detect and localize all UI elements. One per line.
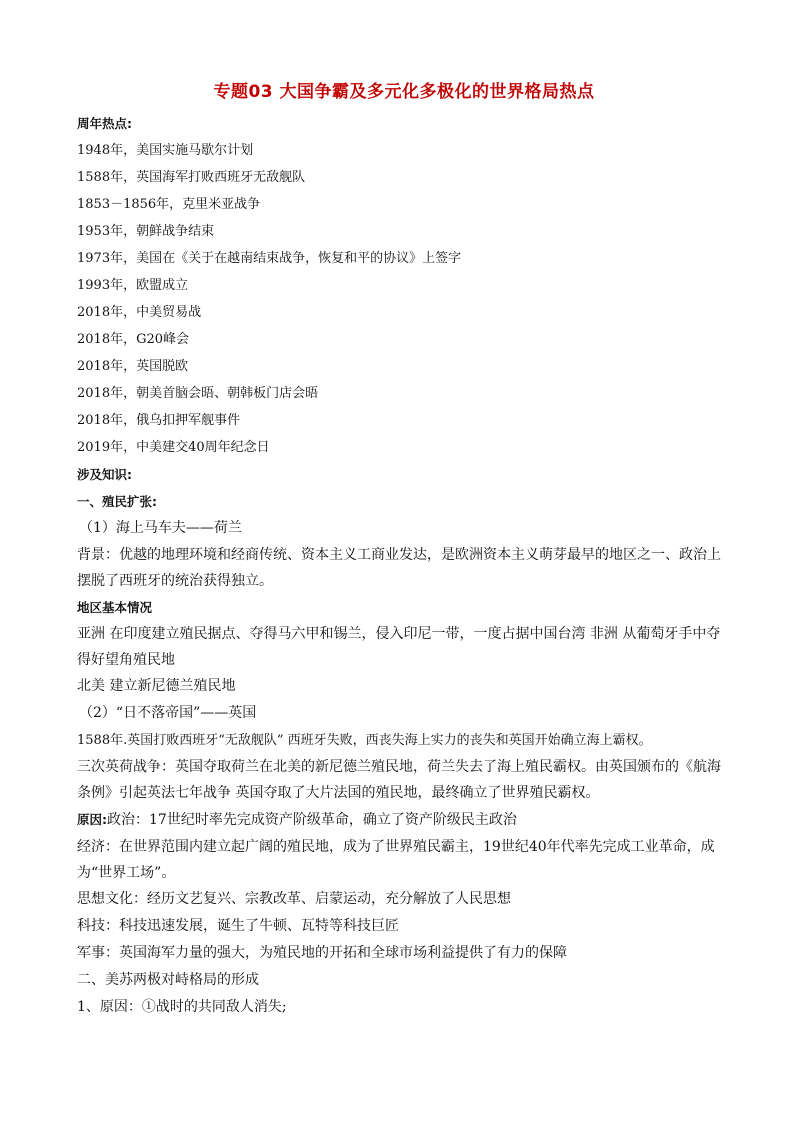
anniversary-item: 2018年，英国脱欧 [77, 359, 189, 374]
knowledge-heading: 涉及知识: [77, 467, 132, 482]
anniversary-list [77, 137, 729, 461]
section-2-reason: 1、原因：①战时的共同敌人消失; [77, 999, 287, 1015]
reasons-culture: 思想文化：经历文艺复兴、宗教改革、启蒙运动，充分解放了人民思想 [77, 891, 511, 907]
section-2-heading: 二、美苏两极对峙格局的形成 [77, 972, 259, 988]
reasons-politics: 政治：17世纪时率先完成资产阶级革命，确立了资产阶级民主政治 [107, 812, 517, 828]
section-1-heading: 一、殖民扩张: [77, 494, 157, 509]
document-body [77, 110, 729, 1021]
reasons-tech: 科技：科技迅速发展，诞生了牛顿、瓦特等科技巨匠 [77, 918, 399, 934]
document-title: 专题03 大国争霸及多元化多极化的世界格局热点 [213, 82, 595, 102]
anglo-dutch-wars: 三次英荷战争：英国夺取荷兰在北美的新尼德兰殖民地，荷兰失去了海上殖民霸权。由英国颁布的《航海条例》引起英法七年战争 英国夺取了大片法国的殖民地，最终确立了世界殖民霸权。 [77, 759, 721, 801]
anniversary-item: 2018年，中美贸易战 [77, 305, 202, 320]
anniversary-item: 2019年，中美建交40周年纪念日 [77, 440, 270, 455]
anniversary-item: 2018年，G20峰会 [77, 332, 190, 347]
britain-heading: （2）“日不落帝国”——英国 [79, 705, 257, 721]
region-heading: 地区基本情况 [77, 600, 153, 615]
region-north-america: 北美 建立新尼德兰殖民地 [77, 678, 236, 694]
anniversary-item: 1588年，英国海军打败西班牙无敌舰队 [77, 170, 306, 185]
anniversary-item: 2018年，俄乌扣押军舰事件 [77, 413, 241, 428]
region-asia-africa: 亚洲 在印度建立殖民据点、夺得马六甲和锡兰，侵入印尼一带，一度占据中国台湾 非洲 从葡萄牙手中夺得好望角殖民地 [77, 626, 721, 668]
anniversary-item: 1853－1856年，克里米亚战争 [77, 197, 261, 212]
reasons-label: 原因: [77, 812, 107, 827]
anniversary-item: 1973年，美国在《关于在越南结束战争，恢复和平的协议》上签字 [77, 251, 462, 266]
reasons-economy: 经济：在世界范围内建立起广阔的殖民地，成为了世界殖民霸主，19世纪40年代率先完成工业革命，成为“世界工场”。 [77, 839, 715, 881]
netherlands-background: 背景：优越的地理环境和经商传统、资本主义工商业发达，是欧洲资本主义萌芽最早的地区之一、政治上摆脱了西班牙的统治获得独立。 [77, 547, 721, 589]
netherlands-heading: （1）海上马车夫——荷兰 [79, 520, 242, 536]
anniversary-item: 2018年，朝美首脑会晤、朝韩板门店会晤 [77, 386, 319, 401]
anniversary-heading: 周年热点: [77, 116, 132, 131]
reasons-military: 军事：英国海军力量的强大，为殖民地的开拓和全球市场利益提供了有力的保障 [77, 945, 567, 961]
anniversary-item: 1993年，欧盟成立 [77, 278, 189, 293]
anniversary-item: 1948年，美国实施马歇尔计划 [77, 143, 254, 158]
reasons-politics-line [77, 806, 729, 834]
anniversary-item: 1953年，朝鲜战争结束 [77, 224, 215, 239]
britain-1588: 1588年.英国打败西班牙“无敌舰队” 西班牙失败，西丧失海上实力的丧失和英国开始确立海上霸权。 [77, 733, 652, 748]
